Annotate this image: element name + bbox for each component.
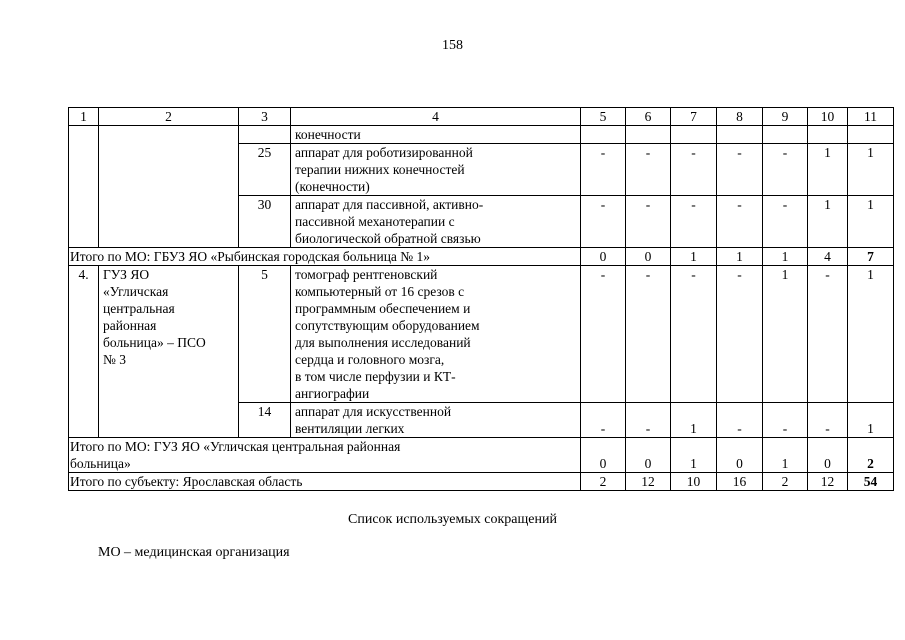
col-header: 6 [626, 108, 671, 126]
equipment-name: аппарат для искусственной вентиляции легких [291, 403, 581, 438]
value-cell: - [626, 266, 671, 403]
value-cell: - [763, 403, 808, 438]
subtotal-row [69, 248, 894, 266]
row-index: 4. [69, 266, 99, 438]
item-number: 5 [239, 266, 291, 403]
subtotal-label: Итого по МО: ГБУЗ ЯО «Рыбинская городская больница № 1» [69, 248, 581, 266]
value-cell: 1 [671, 438, 717, 473]
value-cell: 1 [848, 144, 894, 196]
value-cell: 1 [763, 248, 808, 266]
value-cell: - [626, 403, 671, 438]
value-cell: - [808, 403, 848, 438]
col-header: 8 [717, 108, 763, 126]
item-number: 30 [239, 196, 291, 248]
col-header: 4 [291, 108, 581, 126]
value-cell: 1 [717, 248, 763, 266]
value-cell: - [671, 144, 717, 196]
value-cell: 4 [808, 248, 848, 266]
value-cell: 0 [808, 438, 848, 473]
value-cell: 7 [848, 248, 894, 266]
value-cell: 54 [848, 473, 894, 491]
value-cell: 1 [763, 266, 808, 403]
grand-total-row [69, 473, 894, 491]
equipment-name: конечности [291, 126, 581, 144]
value-cell: - [717, 266, 763, 403]
value-cell: 0 [581, 248, 626, 266]
organization-name: ГУЗ ЯО «Угличская центральная районная больница» – ПСО № 3 [99, 266, 239, 438]
value-cell: - [581, 196, 626, 248]
equipment-name: аппарат для роботизированной терапии нижних конечностей (конечности) [291, 144, 581, 196]
col-header: 1 [69, 108, 99, 126]
value-cell: - [763, 196, 808, 248]
value-cell: - [581, 144, 626, 196]
value-cell: 1 [808, 196, 848, 248]
item-number: 14 [239, 403, 291, 438]
value-cell: - [671, 266, 717, 403]
value-cell: 16 [717, 473, 763, 491]
value-cell: - [581, 266, 626, 403]
col-header: 11 [848, 108, 894, 126]
page-number: 158 [442, 38, 463, 53]
col-header: 3 [239, 108, 291, 126]
table-row [69, 266, 894, 403]
value-cell: 1 [671, 403, 717, 438]
value-cell: 0 [581, 438, 626, 473]
value-cell: - [626, 144, 671, 196]
equipment-table [68, 107, 894, 491]
value-cell: 0 [717, 438, 763, 473]
value-cell: 1 [848, 266, 894, 403]
value-cell: 1 [671, 248, 717, 266]
value-cell: 2 [848, 438, 894, 473]
value-cell: 1 [848, 403, 894, 438]
abbreviation-definition: МО – медицинская организация [98, 545, 290, 560]
col-header: 7 [671, 108, 717, 126]
value-cell: 1 [848, 196, 894, 248]
table-row [69, 126, 894, 144]
col-header: 10 [808, 108, 848, 126]
equipment-name: томограф рентгеновский компьютерный от 16 срезов с программным обеспечением и сопутствующим оборудованием для выполнения исследований сердца и головного мозга, в том числе перфузии и КТ- ангиографии [291, 266, 581, 403]
item-number: 25 [239, 144, 291, 196]
col-header: 2 [99, 108, 239, 126]
col-header: 5 [581, 108, 626, 126]
value-cell: - [808, 266, 848, 403]
value-cell: - [717, 403, 763, 438]
value-cell: 1 [763, 438, 808, 473]
subtotal-row [69, 438, 894, 473]
value-cell: 1 [808, 144, 848, 196]
value-cell: - [626, 196, 671, 248]
value-cell: 0 [626, 248, 671, 266]
value-cell: - [671, 196, 717, 248]
value-cell: 0 [626, 438, 671, 473]
value-cell: 10 [671, 473, 717, 491]
value-cell: 12 [626, 473, 671, 491]
value-cell: 12 [808, 473, 848, 491]
value-cell: 2 [763, 473, 808, 491]
value-cell: - [763, 144, 808, 196]
abbreviations-title: Список используемых сокращений [348, 512, 557, 527]
value-cell: 2 [581, 473, 626, 491]
value-cell: - [717, 144, 763, 196]
value-cell: - [717, 196, 763, 248]
col-header: 9 [763, 108, 808, 126]
grand-total-label: Итого по субъекту: Ярославская область [69, 473, 581, 491]
value-cell: - [581, 403, 626, 438]
equipment-name: аппарат для пассивной, активно- пассивной механотерапии с биологической обратной связью [291, 196, 581, 248]
header-row [69, 108, 894, 126]
subtotal-label: Итого по МО: ГУЗ ЯО «Угличская центральная районная больница» [69, 438, 581, 473]
